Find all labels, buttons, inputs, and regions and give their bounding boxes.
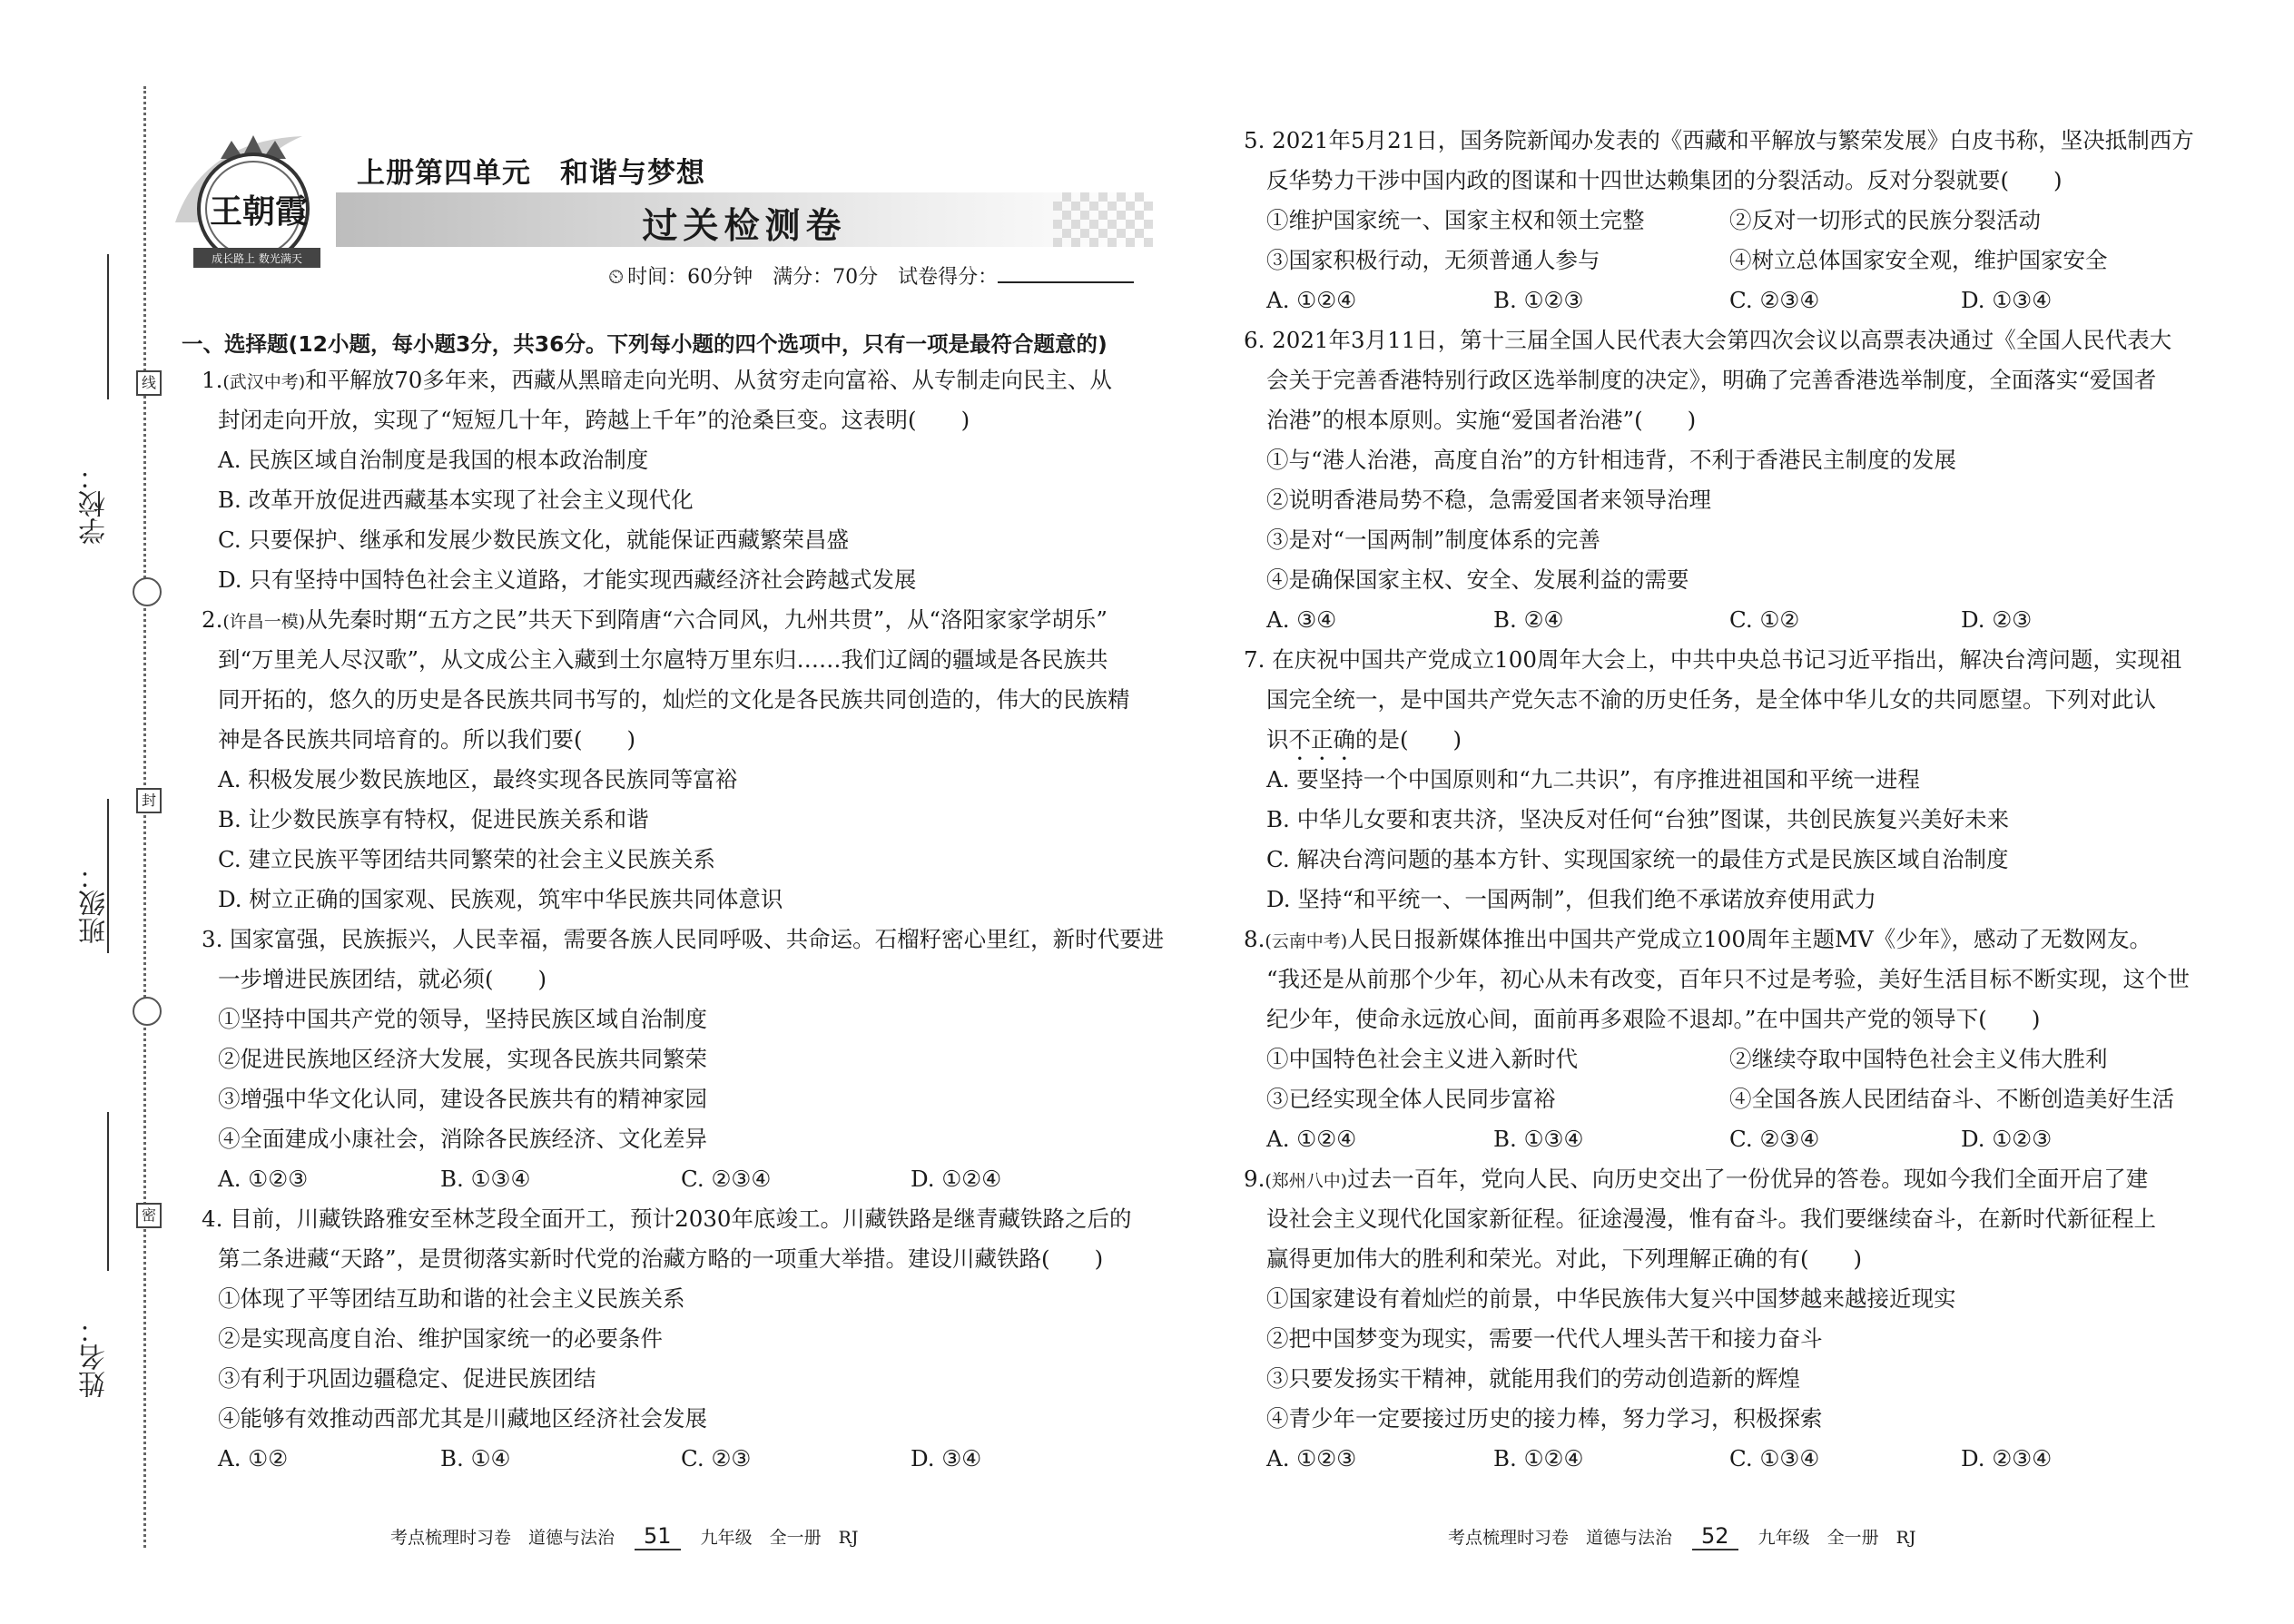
q3-item-2: ②促进民族地区经济大发展，实现各民族共同繁荣	[218, 1046, 707, 1072]
q9-option-c[interactable]: C. ①③④	[1729, 1445, 1820, 1471]
q1-option-d[interactable]: D. 只有坚持中国特色社会主义道路，才能实现西藏经济社会跨越式发展	[218, 566, 917, 593]
page-number: 51	[635, 1523, 681, 1550]
q6-item-2: ②说明香港局势不稳，急需爱国者来领导治理	[1266, 487, 1711, 513]
q6-option-a[interactable]: A. ③④	[1266, 606, 1337, 633]
q4-option-b[interactable]: B. ①④	[440, 1445, 511, 1471]
binding-dotted-line	[143, 86, 146, 1548]
question-7-line-1: 7. 在庆祝中国共产党成立100周年大会上，中共中央总书记习近平指出，解决台湾问题，实现祖	[1244, 646, 2182, 673]
q6-option-b[interactable]: B. ②④	[1493, 606, 1564, 633]
q9-item-2: ②把中国梦变为现实，需要一代代人埋头苦干和接力奋斗	[1266, 1325, 1823, 1352]
q8-option-c[interactable]: C. ②③④	[1729, 1126, 1820, 1152]
q9-option-b[interactable]: B. ①②④	[1493, 1445, 1584, 1471]
q6-item-3: ③是对“一国两制”制度体系的完善	[1266, 527, 1601, 553]
q8-item-1: ①中国特色社会主义进入新时代	[1266, 1046, 1578, 1072]
question-8-line-2: “我还是从前那个少年，初心从未有改变，百年只不过是考验，美好生活目标不断实现，这个世	[1266, 966, 2191, 992]
question-4-line-1: 4. 目前，川藏铁路雅安至林芝段全面开工，预计2030年底竣工。川藏铁路是继青藏铁路之后的	[202, 1206, 1132, 1232]
question-source: (武汉中考)	[222, 372, 306, 392]
question-1-line-1: 1.(武汉中考)和平解放70多年来，西藏从黑暗走向光明、从贫穷走向富裕、从专制走向民主、从	[202, 367, 1112, 393]
q4-item-3: ③有利于巩固边疆稳定、促进民族团结	[218, 1365, 596, 1392]
question-2-line-3: 同开拓的，悠久的历史是各民族共同书写的，灿烂的文化是各民族共同创造的，伟大的民族精	[218, 686, 1130, 713]
question-4-line-2: 第二条进藏“天路”，是贯彻落实新时代党的治藏方略的一项重大举措。建设川藏铁路( )	[218, 1245, 1104, 1272]
binding-hole-2	[133, 997, 162, 1026]
binding-hole-1	[133, 577, 162, 606]
footer-series: 考点梳理时习卷 道德与法治	[1448, 1528, 1673, 1548]
q3-option-b[interactable]: B. ①③④	[440, 1166, 531, 1192]
q1-option-c[interactable]: C. 只要保护、继承和发展少数民族文化，就能保证西藏繁荣昌盛	[218, 527, 849, 553]
q9-item-4: ④青少年一定要接过历史的接力棒，努力学习，积极探索	[1266, 1405, 1823, 1432]
q5-option-c[interactable]: C. ②③④	[1729, 287, 1820, 313]
q9-item-3: ③只要发扬实干精神，就能用我们的劳动创造新的辉煌	[1266, 1365, 1800, 1392]
q1-option-a[interactable]: A. 民族区域自治制度是我国的根本政治制度	[218, 447, 649, 473]
q8-item-3: ③已经实现全体人民同步富裕	[1266, 1086, 1556, 1112]
question-2-line-2: 到“万里羌人尽汉歌”，从文成公主入藏到土尔扈特万里东归……我们辽阔的疆域是各民族共	[218, 646, 1108, 673]
score-label: 试卷得分：	[898, 266, 999, 289]
q5-option-b[interactable]: B. ①②③	[1493, 287, 1584, 313]
footer-grade: 九年级 全一册 RJ	[1757, 1528, 1916, 1548]
seal-mark-line: 线	[136, 370, 162, 396]
svg-text:成长路上 数光满天: 成长路上 数光满天	[212, 252, 302, 265]
q7-option-a[interactable]: A. 要坚持一个中国原则和“九二共识”，有序推进祖国和平统一进程	[1266, 766, 1920, 792]
q9-item-1: ①国家建设有着灿烂的前景，中华民族伟大复兴中国梦越来越接近现实	[1266, 1285, 1956, 1312]
question-1-line-2: 封闭走向开放，实现了“短短几十年，跨越上千年”的沧桑巨变。这表明( )	[218, 407, 970, 433]
question-9-line-1: 9.(郑州八中)过去一百年，党向人民、向历史交出了一份优异的答卷。现如今我们全面开启了建	[1244, 1166, 2149, 1192]
q5-item-3: ③国家积极行动，无须普通人参与	[1266, 247, 1600, 273]
seal-mark-secret: 密	[136, 1203, 162, 1228]
q4-item-4: ④能够有效推动西部尤其是川藏地区经济社会发展	[218, 1405, 707, 1432]
question-2-line-4: 神是各民族共同培育的。所以我们要( )	[218, 726, 636, 753]
q4-item-1: ①体现了平等团结互助和谐的社会主义民族关系	[218, 1285, 685, 1312]
q7-option-d[interactable]: D. 坚持“和平统一、一国两制”，但我们绝不承诺放弃使用武力	[1266, 886, 1876, 912]
q5-option-d[interactable]: D. ①③④	[1961, 287, 2053, 313]
q1-option-b[interactable]: B. 改革开放促进西藏基本实现了社会主义现代化	[218, 487, 694, 513]
emphasis-text: 不正确	[1288, 726, 1355, 753]
question-3-line-2: 一步增进民族团结，就必须( )	[218, 966, 547, 992]
q6-option-d[interactable]: D. ②③	[1961, 606, 2033, 633]
question-5-line-2: 反华势力干涉中国内政的图谋和十四世达赖集团的分裂活动。反对分裂就要( )	[1266, 167, 2063, 193]
footer-grade: 九年级 全一册 RJ	[700, 1528, 859, 1548]
q3-option-c[interactable]: C. ②③④	[681, 1166, 772, 1192]
school-underline	[107, 254, 109, 399]
time-limit: 时间：60分钟	[627, 266, 753, 289]
q3-option-d[interactable]: D. ①②④	[911, 1166, 1002, 1192]
score-field[interactable]	[998, 263, 1134, 283]
q9-option-d[interactable]: D. ②③④	[1961, 1445, 2053, 1471]
q8-option-a[interactable]: A. ①②④	[1266, 1126, 1357, 1152]
q5-item-2: ②反对一切形式的民族分裂活动	[1729, 207, 2041, 233]
q6-option-c[interactable]: C. ①②	[1729, 606, 1800, 633]
question-5-line-1: 5. 2021年5月21日，国务院新闻办发表的《西藏和平解放与繁荣发展》白皮书称，坚决抵制西方	[1244, 127, 2194, 153]
question-2-line-1: 2.(许昌一模)从先秦时期“五方之民”共天下到隋唐“六合同风，九州共贯”，从“洛阳家家学胡乐”	[202, 606, 1108, 633]
q6-item-4: ④是确保国家主权、安全、发展利益的需要	[1266, 566, 1689, 593]
q8-option-b[interactable]: B. ①③④	[1493, 1126, 1584, 1152]
q2-option-a[interactable]: A. 积极发展少数民族地区，最终实现各民族同等富裕	[218, 766, 738, 792]
q3-item-3: ③增强中华文化认同，建设各民族共有的精神家园	[218, 1086, 707, 1112]
footer-right	[1448, 1523, 1916, 1550]
question-6-line-2: 会关于完善香港特别行政区选举制度的决定》，明确了完善香港选举制度，全面落实“爱国者	[1266, 367, 2157, 393]
q7-option-b[interactable]: B. 中华儿女要和衷共济，坚决反对任何“台独”图谋，共创民族复兴美好未来	[1266, 806, 2010, 832]
logo-text: 王朝霞	[210, 192, 309, 231]
question-6-line-1: 6. 2021年3月11日，第十三届全国人民代表大会第四次会议以高票表决通过《全国人民代表大	[1244, 327, 2172, 353]
q9-option-a[interactable]: A. ①②③	[1266, 1445, 1357, 1471]
unit-title: 上册第四单元 和谐与梦想	[357, 157, 705, 190]
test-info	[608, 261, 1154, 290]
q5-option-a[interactable]: A. ①②④	[1266, 287, 1357, 313]
question-9-line-3: 赢得更加伟大的胜利和荣光。对此，下列理解正确的有( )	[1266, 1245, 1863, 1272]
question-9-line-2: 设社会主义现代化国家新征程。征途漫漫，惟有奋斗。我们要继续奋斗，在新时代新征程上	[1266, 1206, 2156, 1232]
question-8-line-3: 纪少年，使命永远放心间，面前再多艰险不退却。”在中国共产党的领导下( )	[1266, 1006, 2041, 1032]
q3-option-a[interactable]: A. ①②③	[218, 1166, 309, 1192]
question-7-line-2: 国完全统一，是中国共产党矢志不渝的历史任务，是全体中华儿女的共同愿望。下列对此认	[1266, 686, 2156, 713]
question-7-line-3: 识不正确的是( )	[1266, 726, 1462, 753]
q5-item-1: ①维护国家统一、国家主权和领土完整	[1266, 207, 1645, 233]
q6-item-1: ①与“港人治港，高度自治”的方针相违背，不利于香港民主制度的发展	[1266, 447, 1957, 473]
q4-item-2: ②是实现高度自治、维护国家统一的必要条件	[218, 1325, 663, 1352]
full-score: 满分：70分	[773, 266, 879, 289]
test-title: 过关检测卷	[642, 206, 847, 247]
q2-option-d[interactable]: D. 树立正确的国家观、民族观，筑牢中华民族共同体意识	[218, 886, 783, 912]
footer-left	[390, 1523, 859, 1550]
clock-icon: ⏲	[608, 266, 625, 289]
name-underline	[107, 1112, 109, 1271]
q8-item-2: ②继续夺取中国特色社会主义伟大胜利	[1729, 1046, 2108, 1072]
q4-option-c[interactable]: C. ②③	[681, 1445, 752, 1471]
q8-item-4: ④全国各族人民团结奋斗、不断创造美好生活	[1729, 1086, 2174, 1112]
q5-item-4: ④树立总体国家安全观，维护国家安全	[1729, 247, 2108, 273]
q4-option-a[interactable]: A. ①②	[218, 1445, 289, 1471]
q2-option-b[interactable]: B. 让少数民族享有特权，促进民族关系和谐	[218, 806, 649, 832]
q8-option-d[interactable]: D. ①②③	[1961, 1126, 2053, 1152]
section-heading: 一、选择题(12小题，每小题3分，共36分。下列每小题的四个选项中，只有一项是最符合题意的)	[182, 331, 1108, 357]
question-source: (云南中考)	[1265, 931, 1348, 951]
page-number: 52	[1692, 1523, 1738, 1550]
footer-series: 考点梳理时习卷 道德与法治	[390, 1528, 615, 1548]
q3-item-4: ④全面建成小康社会，消除各民族经济、文化差异	[218, 1126, 707, 1152]
q7-option-c[interactable]: C. 解决台湾问题的基本方针、实现国家统一的最佳方式是民族区域自治制度	[1266, 846, 2009, 872]
question-source: (郑州八中)	[1265, 1171, 1348, 1191]
class-label: 班级：	[79, 862, 111, 944]
school-label: 学校：	[79, 463, 111, 545]
q3-item-1: ①坚持中国共产党的领导，坚持民族区域自治制度	[218, 1006, 707, 1032]
question-source: (许昌一模)	[222, 612, 306, 632]
question-6-line-3: 治港”的根本原则。实施“爱国者治港”( )	[1266, 407, 1697, 433]
question-3-line-1: 3. 国家富强，民族振兴，人民幸福，需要各族人民同呼吸、共命运。石榴籽密心里红，新时代要进	[202, 926, 1165, 952]
q2-option-c[interactable]: C. 建立民族平等团结共同繁荣的社会主义民族关系	[218, 846, 715, 872]
name-label: 姓名：	[79, 1316, 111, 1398]
question-8-line-1: 8.(云南中考)人民日报新媒体推出中国共产党成立100周年主题MV《少年》，感动了无数网友。	[1244, 926, 2152, 952]
q4-option-d[interactable]: D. ③④	[911, 1445, 982, 1471]
seal-mark-seal: 封	[136, 788, 162, 813]
